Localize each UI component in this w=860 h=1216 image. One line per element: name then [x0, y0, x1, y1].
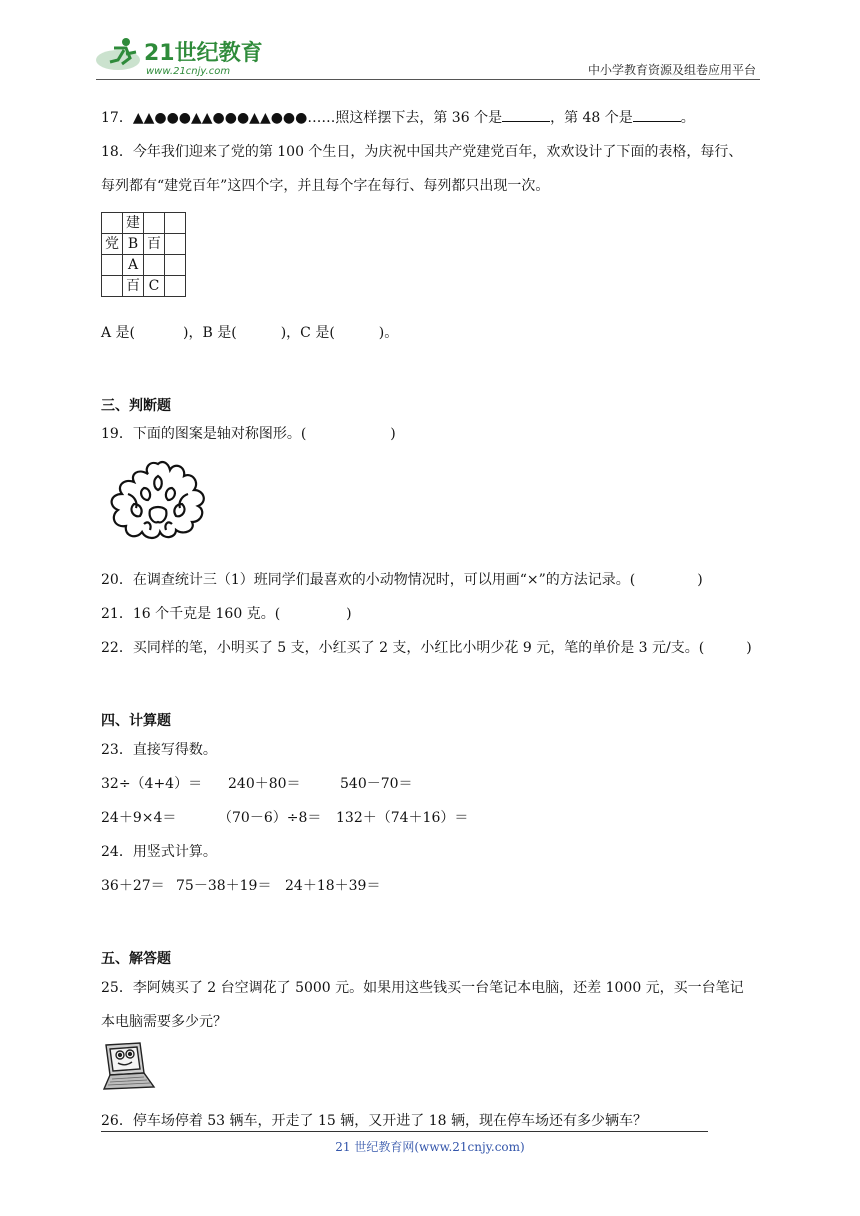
- q20-end: ): [697, 572, 703, 588]
- grid-cell: C: [144, 276, 165, 297]
- grid-cell: [144, 255, 165, 276]
- q17-blank-1[interactable]: [502, 109, 550, 122]
- q24-item: 75－38＋19＝: [176, 878, 272, 894]
- q23-item: 32÷（4+4）＝: [101, 776, 203, 792]
- question-24: 24．用竖式计算。: [101, 844, 217, 860]
- grid-cell: 党: [102, 234, 123, 255]
- grid-cell: [102, 255, 123, 276]
- q18-b-label: )，B 是(: [183, 325, 237, 341]
- question-17: [101, 107, 695, 127]
- q22-text: 22．买同样的笔，小明买了 5 支，小红买了 2 支，小红比小明少花 9 元，笔的单价是 3 元/支。(: [101, 640, 705, 656]
- q18-c-label: )，C 是(: [280, 325, 335, 341]
- logo-text: 21世纪教育: [144, 41, 263, 66]
- grid-cell: [165, 234, 186, 255]
- question-20: [101, 569, 703, 589]
- q20-text: 20．在调查统计三（1）班同学们最喜欢的小动物情况时，可以用画“×”的方法记录。(: [101, 572, 636, 588]
- grid-cell: 建: [123, 213, 144, 234]
- q18-a-label: A 是(: [101, 325, 136, 341]
- grid-cell: [144, 213, 165, 234]
- q19-end: ): [390, 426, 396, 442]
- section-4-title: 四、计算题: [101, 713, 171, 729]
- grid-cell: [102, 276, 123, 297]
- q23-item: 24＋9×4＝: [101, 810, 177, 826]
- q23-item: （70－6）÷8＝: [218, 810, 322, 826]
- q21-text: 21．16 个千克是 160 克。(: [101, 606, 281, 622]
- grid-cell: 百: [123, 276, 144, 297]
- q18-end: )。: [378, 325, 399, 341]
- q22-end: ): [746, 640, 752, 656]
- grid-cell: [165, 276, 186, 297]
- page-header: [96, 34, 760, 80]
- question-21: [101, 603, 352, 623]
- question-18-line2: 每列都有“建党百年”这四个字，并且每个字在每行、每列都只出现一次。: [101, 178, 550, 194]
- flower-figure: [104, 458, 212, 542]
- grid-cell: [102, 213, 123, 234]
- question-23: 23．直接写得数。: [101, 742, 217, 758]
- grid-cell: [165, 255, 186, 276]
- q17-text: 17．▲▲●●●▲▲●●●▲▲●●●……照这样摆下去，第 36 个是: [101, 110, 503, 126]
- question-22: [101, 637, 752, 657]
- section-3-title: 三、判断题: [101, 398, 171, 414]
- grid-cell: [165, 213, 186, 234]
- grid-cell: A: [123, 255, 144, 276]
- q23-item: 540－70＝: [340, 776, 413, 792]
- q17-mid-text: ，第 48 个是: [550, 110, 633, 126]
- header-platform-text: 中小学教育资源及组卷应用平台: [587, 63, 756, 77]
- footer-text[interactable]: 21 世纪教育网(www.21cnjy.com): [335, 1140, 525, 1154]
- question-26: 26．停车场停着 53 辆车，开走了 15 辆，又开进了 18 辆，现在停车场还有多少辆车？: [101, 1113, 647, 1129]
- question-25-line1: 25．李阿姨买了 2 台空调花了 5000 元。如果用这些钱买一台笔记本电脑，还差 1000 元，买一台笔记: [101, 980, 744, 996]
- q24-item: 24＋18＋39＝: [285, 878, 381, 894]
- grid-cell: B: [123, 234, 144, 255]
- q23-item: 240＋80＝: [228, 776, 301, 792]
- q23-item: 132＋（74＋16）＝: [336, 810, 469, 826]
- q19-text: 19．下面的图案是轴对称图形。(: [101, 426, 307, 442]
- q17-end-text: 。: [680, 110, 695, 126]
- logo-21cnjy: [96, 34, 266, 78]
- q17-blank-2[interactable]: [633, 109, 681, 122]
- grid-cell: 百: [144, 234, 165, 255]
- logo-url: www.21cnjy.com: [146, 66, 231, 77]
- header-divider: [96, 79, 760, 80]
- question-19: [101, 423, 396, 443]
- question-25-line2: 本电脑需要多少元？: [101, 1014, 227, 1030]
- q18-grid: [101, 212, 186, 297]
- section-5-title: 五、解答题: [101, 951, 171, 967]
- laptop-icon: [100, 1039, 156, 1093]
- footer-divider: [101, 1131, 708, 1132]
- question-18-line1: 18．今年我们迎来了党的第 100 个生日，为庆祝中国共产党建党百年，欢欢设计了下面的表格，每行、: [101, 144, 743, 160]
- q24-item: 36＋27＝: [101, 878, 165, 894]
- q18-answer-line: [101, 322, 398, 342]
- q21-end: ): [346, 606, 352, 622]
